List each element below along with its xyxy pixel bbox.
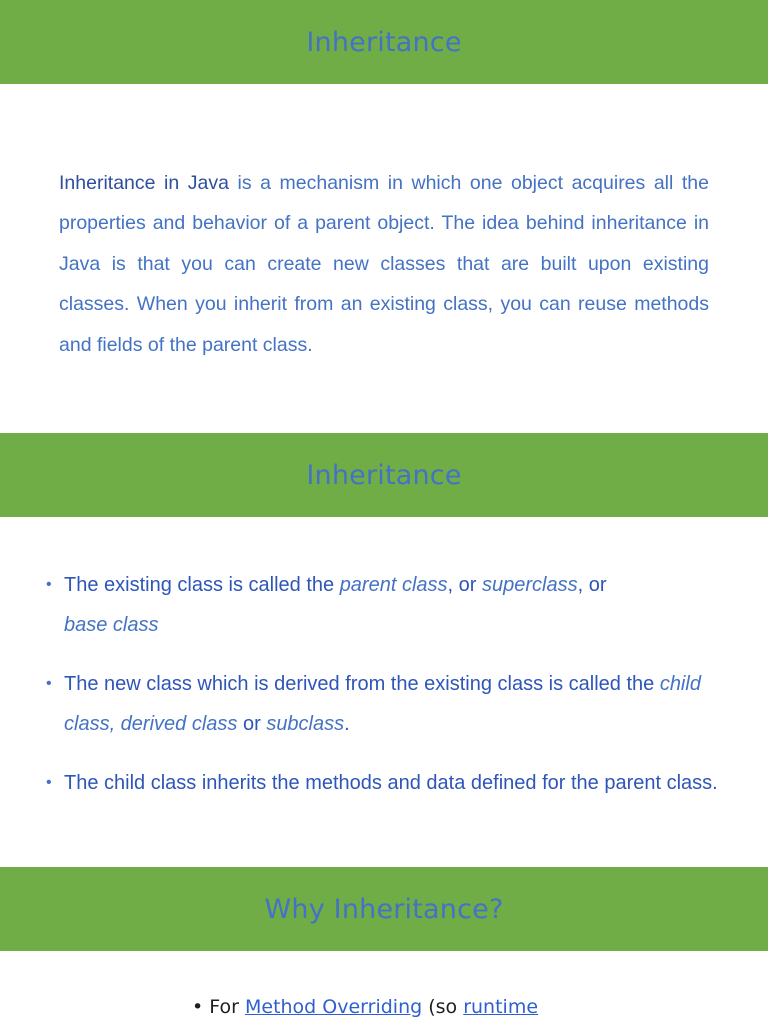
- term: parent class: [339, 574, 448, 596]
- bullet-icon: •: [46, 774, 52, 791]
- slide-title: Inheritance: [306, 459, 462, 491]
- bullet-icon: •: [192, 996, 210, 1018]
- bullet-icon: •: [46, 576, 52, 593]
- slide-title: Inheritance: [306, 26, 462, 58]
- runtime-link[interactable]: runtime: [463, 996, 539, 1018]
- method-overriding-link[interactable]: Method Overriding: [244, 996, 423, 1018]
- bullet-item: • The new class which is derived from the existing class is called the child class, derived class or subclass.: [46, 664, 736, 744]
- bullet-item: • For Method Overriding (so runtime: [192, 996, 539, 1018]
- definition-paragraph: [59, 163, 709, 365]
- term: child class, derived class: [64, 673, 701, 735]
- slide-title-bar: [0, 867, 768, 951]
- slide-title-bar: [0, 433, 768, 517]
- term: base class: [64, 614, 159, 636]
- lead-term: Inheritance in Java: [59, 172, 229, 194]
- definition-text: is a mechanism in which one object acquires all the properties and behavior of a parent object. The idea behind inheritance in Java is that you can create new classes that are built upon existing classes. When you inherit from an existing class, you can reuse methods and fields of the parent class.: [59, 172, 709, 356]
- slide-title-bar: [0, 0, 768, 84]
- slide-title: Why Inheritance?: [264, 893, 504, 925]
- term: superclass: [481, 574, 578, 596]
- bullet-item: • The existing class is called the parent class, or superclass, or base class: [46, 565, 736, 645]
- bullet-list: [46, 565, 736, 822]
- bullet-icon: •: [46, 675, 52, 692]
- term: subclass: [266, 713, 345, 735]
- bullet-item: • The child class inherits the methods and data defined for the parent class.: [46, 763, 736, 803]
